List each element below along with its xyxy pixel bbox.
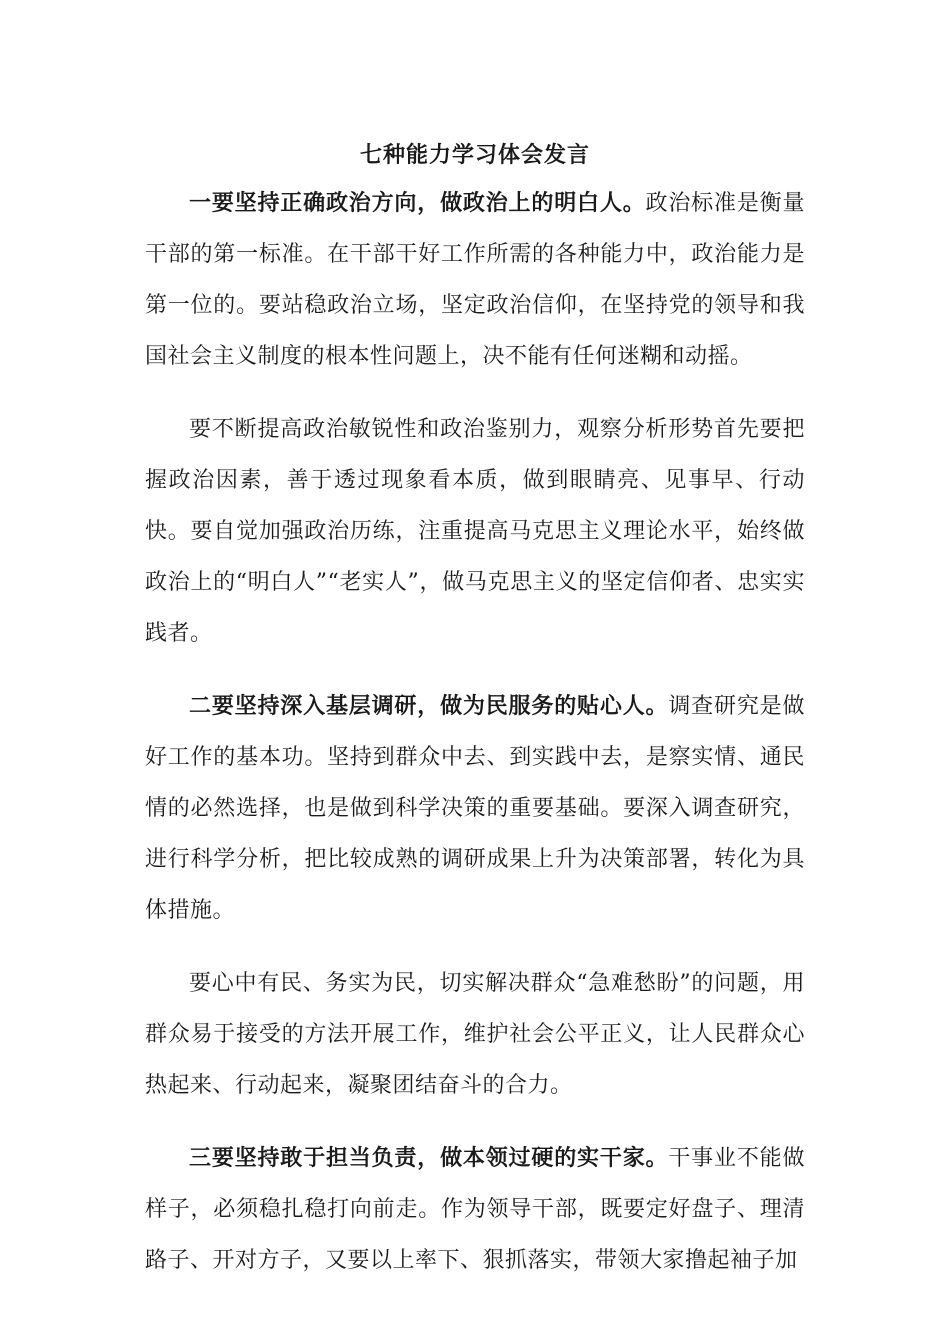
paragraph-text: 要心中有民、务实为民，切实解决群众“急难愁盼”的问题，用群众易于接受的方法开展工作，维护社会公平正义，让人民群众心热起来、行动起来，凝聚团结奋斗的合力。 bbox=[145, 971, 805, 1098]
paragraph-lead: 一要坚持正确政治方向，做政治上的明白人。 bbox=[189, 190, 646, 216]
paragraph-4 bbox=[145, 958, 805, 1111]
paragraph-2 bbox=[145, 404, 805, 659]
paragraph-5 bbox=[145, 1133, 805, 1286]
document-title: 七种能力学习体会发言 bbox=[359, 142, 590, 168]
paragraph-text: 调查研究是做好工作的基本功。坚持到群众中去、到实践中去，是察实情、通民情的必然选择，也是做到科学决策的重要基础。要深入调查研究，进行科学分析，把比较成熟的调研成果上升为决策部署，转化为具体措施。 bbox=[145, 694, 805, 923]
paragraph-lead: 三要坚持敢于担当负责，做本领过硬的实干家。 bbox=[189, 1145, 669, 1171]
paragraph-text: 要不断提高政治敏锐性和政治鉴别力，观察分析形势首先要把握政治因素，善于透过现象看本质，做到眼睛亮、见事早、行动快。要自觉加强政治历练，注重提高马克思主义理论水平，始终做政治上的“明白人”“老实人”，做马克思主义的坚定信仰者、忠实实践者。 bbox=[145, 417, 805, 646]
paragraph-lead: 二要坚持深入基层调研，做为民服务的贴心人。 bbox=[189, 693, 669, 719]
paragraph-text: 政治标准是衡量干部的第一标准。在干部干好工作所需的各种能力中，政治能力是第一位的。要站稳政治立场，坚定政治信仰，在坚持党的领导和我国社会主义制度的根本性问题上，决不能有任何迷糊和动摇。 bbox=[145, 191, 805, 369]
paragraph-text: 干事业不能做样子，必须稳扎稳打向前走。作为领导干部，既要定好盘子、理清路子、开对方子，又要以上率下、狠抓落实，带领大家撸起袖子加 bbox=[145, 1146, 805, 1273]
paragraph-1 bbox=[145, 178, 805, 382]
paragraph-3 bbox=[145, 681, 805, 936]
